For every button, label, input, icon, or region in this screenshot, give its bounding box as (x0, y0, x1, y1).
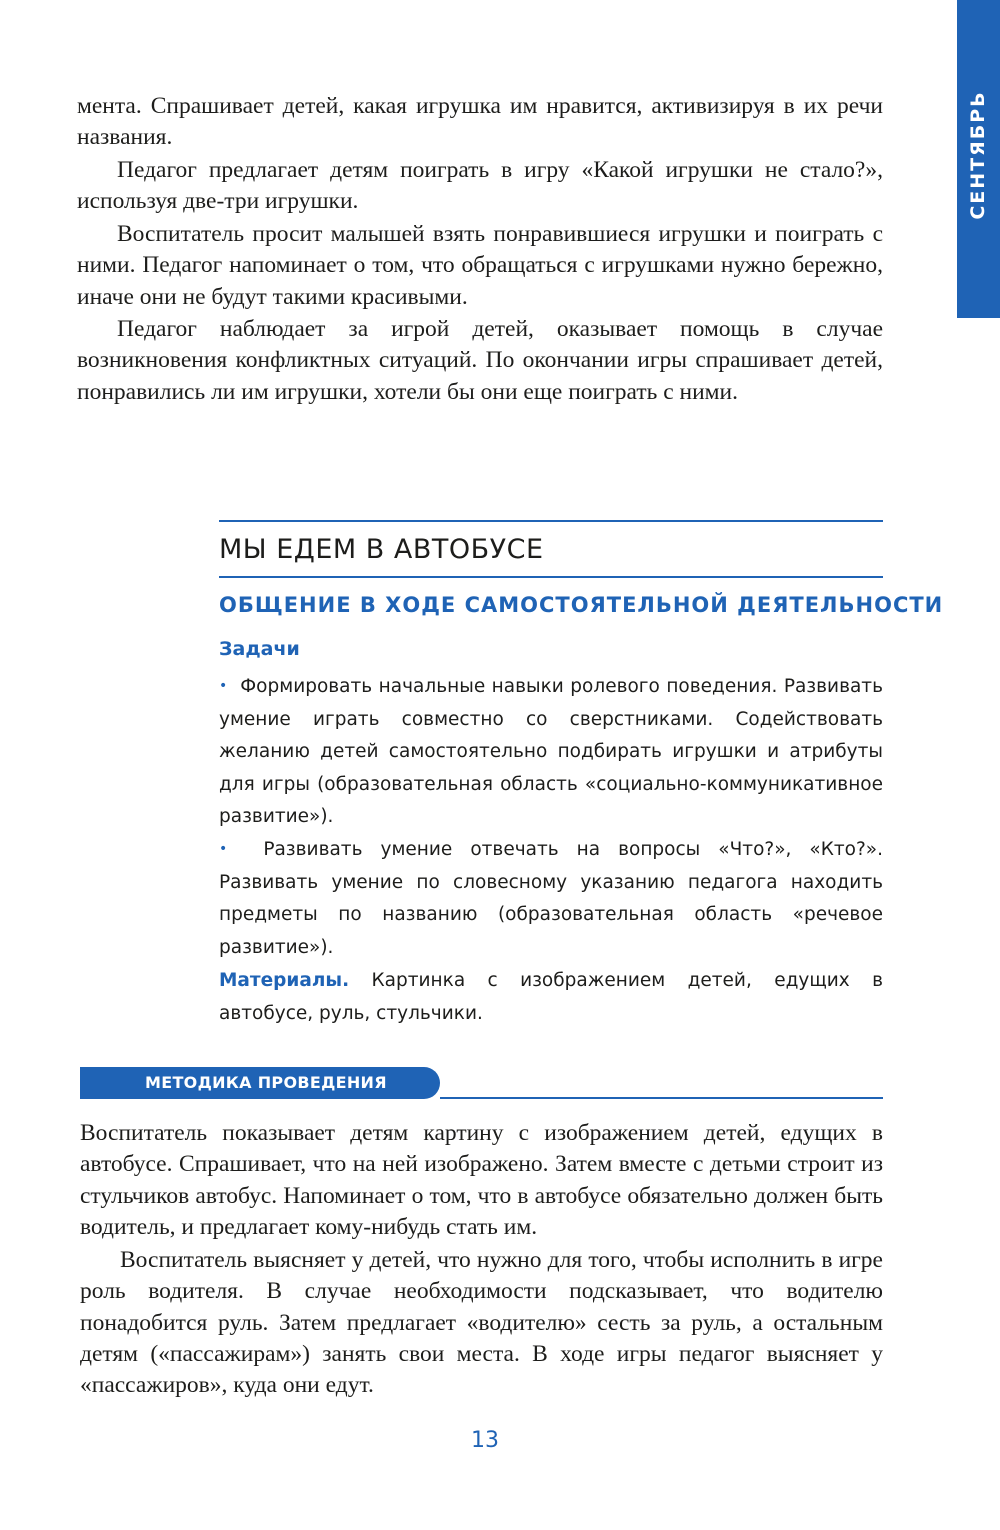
section-rule-middle (219, 576, 883, 578)
materials-text: Картинка с изображением детей, едущих в автобусе, руль, стульчики. (219, 970, 883, 1024)
bullet-icon: • (219, 678, 228, 694)
method-paragraph-2: Воспитатель выясняет у детей, что нужно для того, чтобы исполнить в игре роль водителя. В случае необходимости подсказывает, что водителю понадобится руль. Затем предлагает «водителю» сесть за руль, а остальным детям («пассажирам») занять свои места. В ходе игры педагог выясняет у «пассажиров», куда они едут. (80, 1247, 883, 1399)
tasks-heading: Задачи (219, 638, 300, 660)
task-item (219, 833, 883, 964)
section-title: МЫ ЕДЕМ В АВТОБУСЕ (219, 534, 544, 565)
paragraph-4: Педагог наблюдает за игрой детей, оказывает помощь в случае возникновения конфликтных ситуаций. По окончании игры спрашивает детей, понравились ли им игрушки, хотели бы они еще поиграть с ними. (77, 316, 883, 405)
materials-label: Материалы. (219, 970, 350, 991)
method-rule (440, 1097, 883, 1099)
task-text: Формировать начальные навыки ролевого поведения. Развивать умение играть совместно со сверстниками. Содействовать желанию детей самостоятельно подбирать игрушки и атрибуты для игры (образовательная область «социально-коммуникативное развитие»). (219, 676, 883, 827)
method-paragraph-1: Воспитатель показывает детям картину с изображением детей, едущих в автобусе. Спрашивает, что на ней изображено. Затем вместе с детьми строит из стульчиков автобус. Напоминает о том, что в автобусе обязательно должен быть водитель, и предлагает кому-нибудь стать им. (80, 1120, 883, 1240)
task-text: Развивать умение отвечать на вопросы «Что?», «Кто?». Развивать умение по словесному указанию педагога находить предметы по названию (образовательная область «речевое развитие»). (219, 839, 883, 958)
task-item (219, 670, 883, 834)
paragraph-1: мента. Спрашивает детей, какая игрушка им нравится, активизируя в их речи названия. (77, 93, 883, 151)
bullet-icon: • (219, 841, 228, 857)
section-subtitle: ОБЩЕНИЕ В ХОДЕ САМОСТОЯТЕЛЬНОЙ ДЕЯТЕЛЬНОСТИ (219, 593, 944, 617)
page-number: 13 (471, 1428, 499, 1453)
paragraph-3: Воспитатель просит малышей взять понравившиеся игрушки и поиграть с ними. Педагог напоминает о том, что обращаться с игрушками нужно бережно, иначе они не будут такими красивыми. (77, 221, 883, 310)
section-rule-top (219, 520, 883, 522)
paragraph-2: Педагог предлагает детям поиграть в игру «Какой игрушки не стало?», используя две-три игрушки. (77, 157, 883, 215)
materials (219, 964, 883, 1030)
method-label: МЕТОДИКА ПРОВЕДЕНИЯ (145, 1073, 387, 1092)
month-tab-label: СЕНТЯБРЬ (967, 90, 989, 220)
